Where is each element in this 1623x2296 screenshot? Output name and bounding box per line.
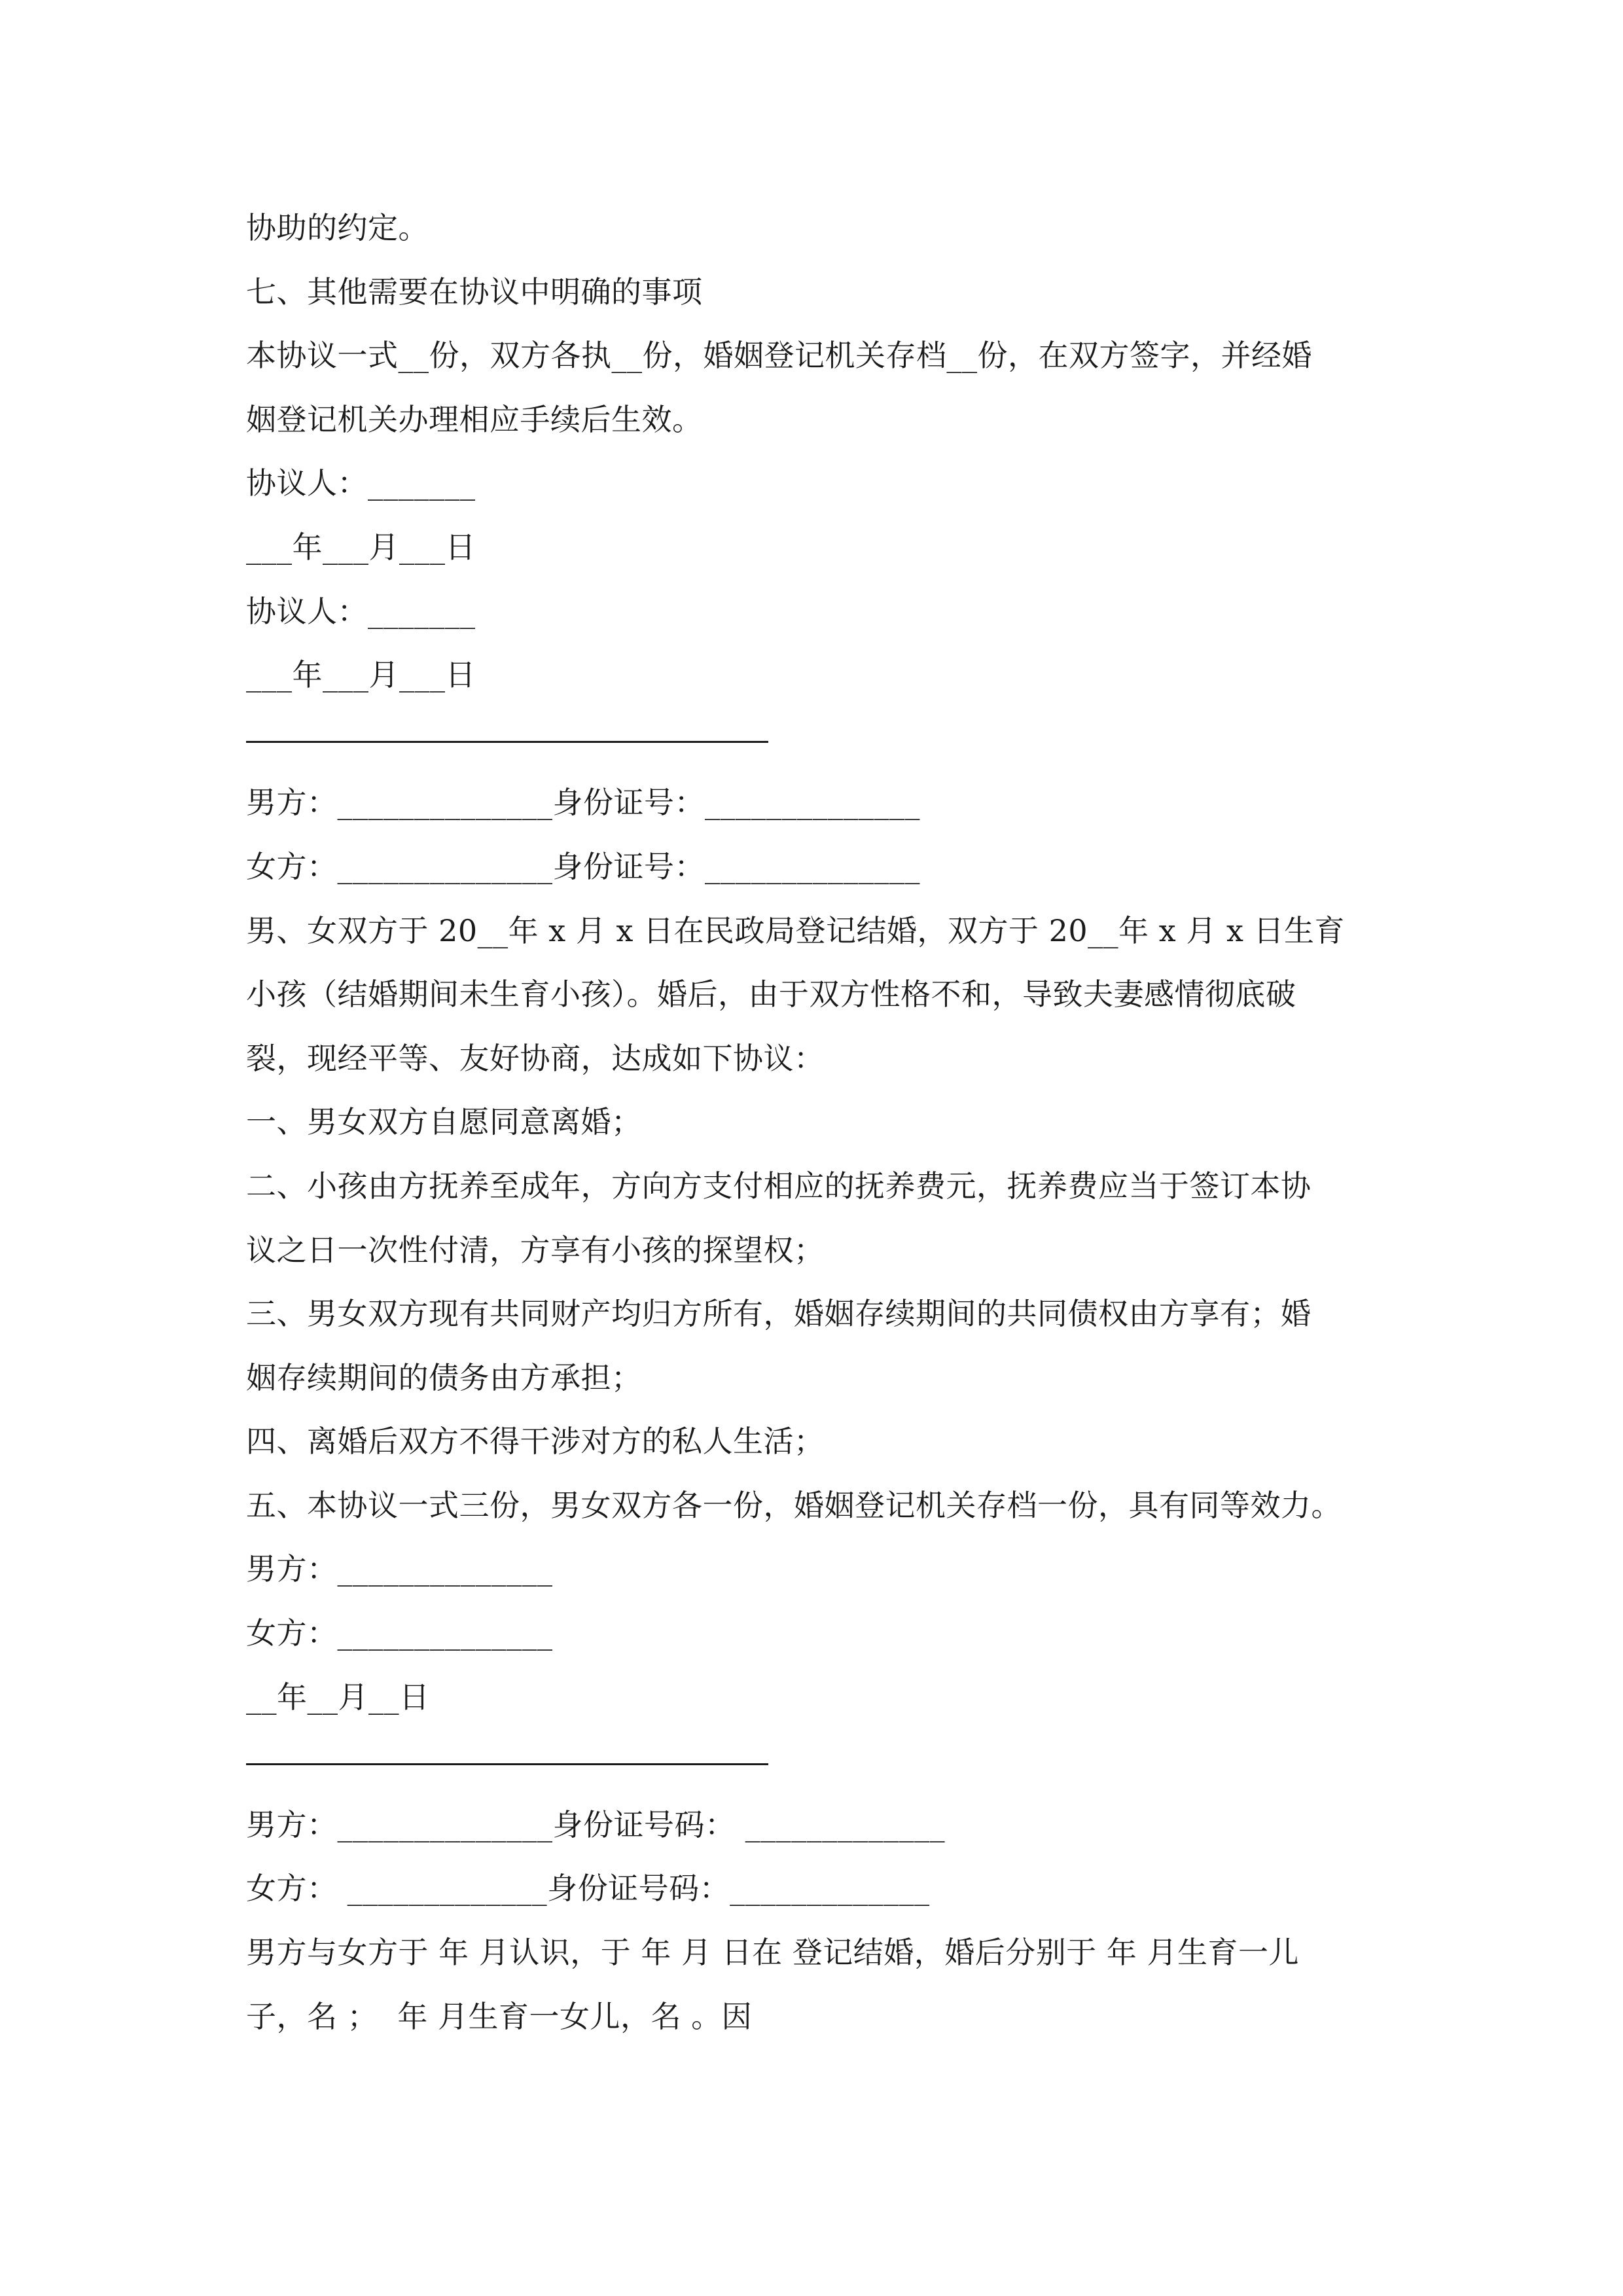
clause-line: 二、小孩由方抚养至成年，方向方支付相应的抚养费元，抚养费应当于签订本协 [246,1168,1311,1204]
party-info-line: 女方：______________身份证号：______________ [246,848,920,884]
signature-line: 协议人：_______ [246,593,476,629]
clause-line: 议之日一次性付清，方享有小孩的探望权； [246,1232,825,1268]
divider-rule [246,1763,768,1765]
party-info-line: 女方： _____________身份证号码：_____________ [246,1871,930,1907]
text-line: 姻登记机关办理相应手续后生效。 [246,401,703,437]
document-body [246,196,1385,2049]
text-line: 男方与女方于 年 月认识，于 年 月 日在 登记结婚，婚后分别于 年 月生育一儿 [246,1935,1299,1971]
date-line: __年__月__日 [246,1679,430,1715]
signature-line: 女方：______________ [246,1615,553,1651]
clause-line: 四、离婚后双方不得干涉对方的私人生活； [246,1424,825,1460]
text-line: 小孩（结婚期间未生育小孩）。婚后，由于双方性格不和，导致夫妻感情彻底破 [246,977,1296,1013]
text-line: 子，名 ； 年 月生育一女儿，名 。因 [246,1998,753,2034]
section-divider [246,708,1385,772]
clause-line: 五、本协议一式三份，男女双方各一份，婚姻登记机关存档一份，具有同等效力。 [246,1487,1342,1523]
party-info-line: 男方：______________身份证号码： _____________ [246,1806,946,1842]
clause-line: 一、男女双方自愿同意离婚； [246,1104,642,1140]
text-line: 协助的约定。 [246,210,429,245]
section-heading: 七、其他需要在协议中明确的事项 [246,274,703,310]
text-line: 裂，现经平等、友好协商，达成如下协议： [246,1040,825,1076]
text-line: 男、女双方于 20__年 x 月 x 日在民政局登记结婚，双方于 20__年 x 月 x 日生育 [246,912,1346,948]
text-line: 本协议一式__份，双方各执__份，婚姻登记机关存档__份，在双方签字，并经婚 [246,338,1312,374]
signature-line: 协议人：_______ [246,465,476,501]
date-line: ___年___月___日 [246,657,476,693]
section-divider [246,1729,1385,1793]
date-line: ___年___月___日 [246,529,476,565]
party-info-line: 男方：______________身份证号：______________ [246,785,920,821]
clause-line: 姻存续期间的债务由方承担； [246,1359,642,1395]
divider-rule [246,741,768,743]
signature-line: 男方：______________ [246,1551,553,1587]
clause-line: 三、男女双方现有共同财产均归方所有，婚姻存续期间的共同债权由方享有；婚 [246,1296,1311,1332]
